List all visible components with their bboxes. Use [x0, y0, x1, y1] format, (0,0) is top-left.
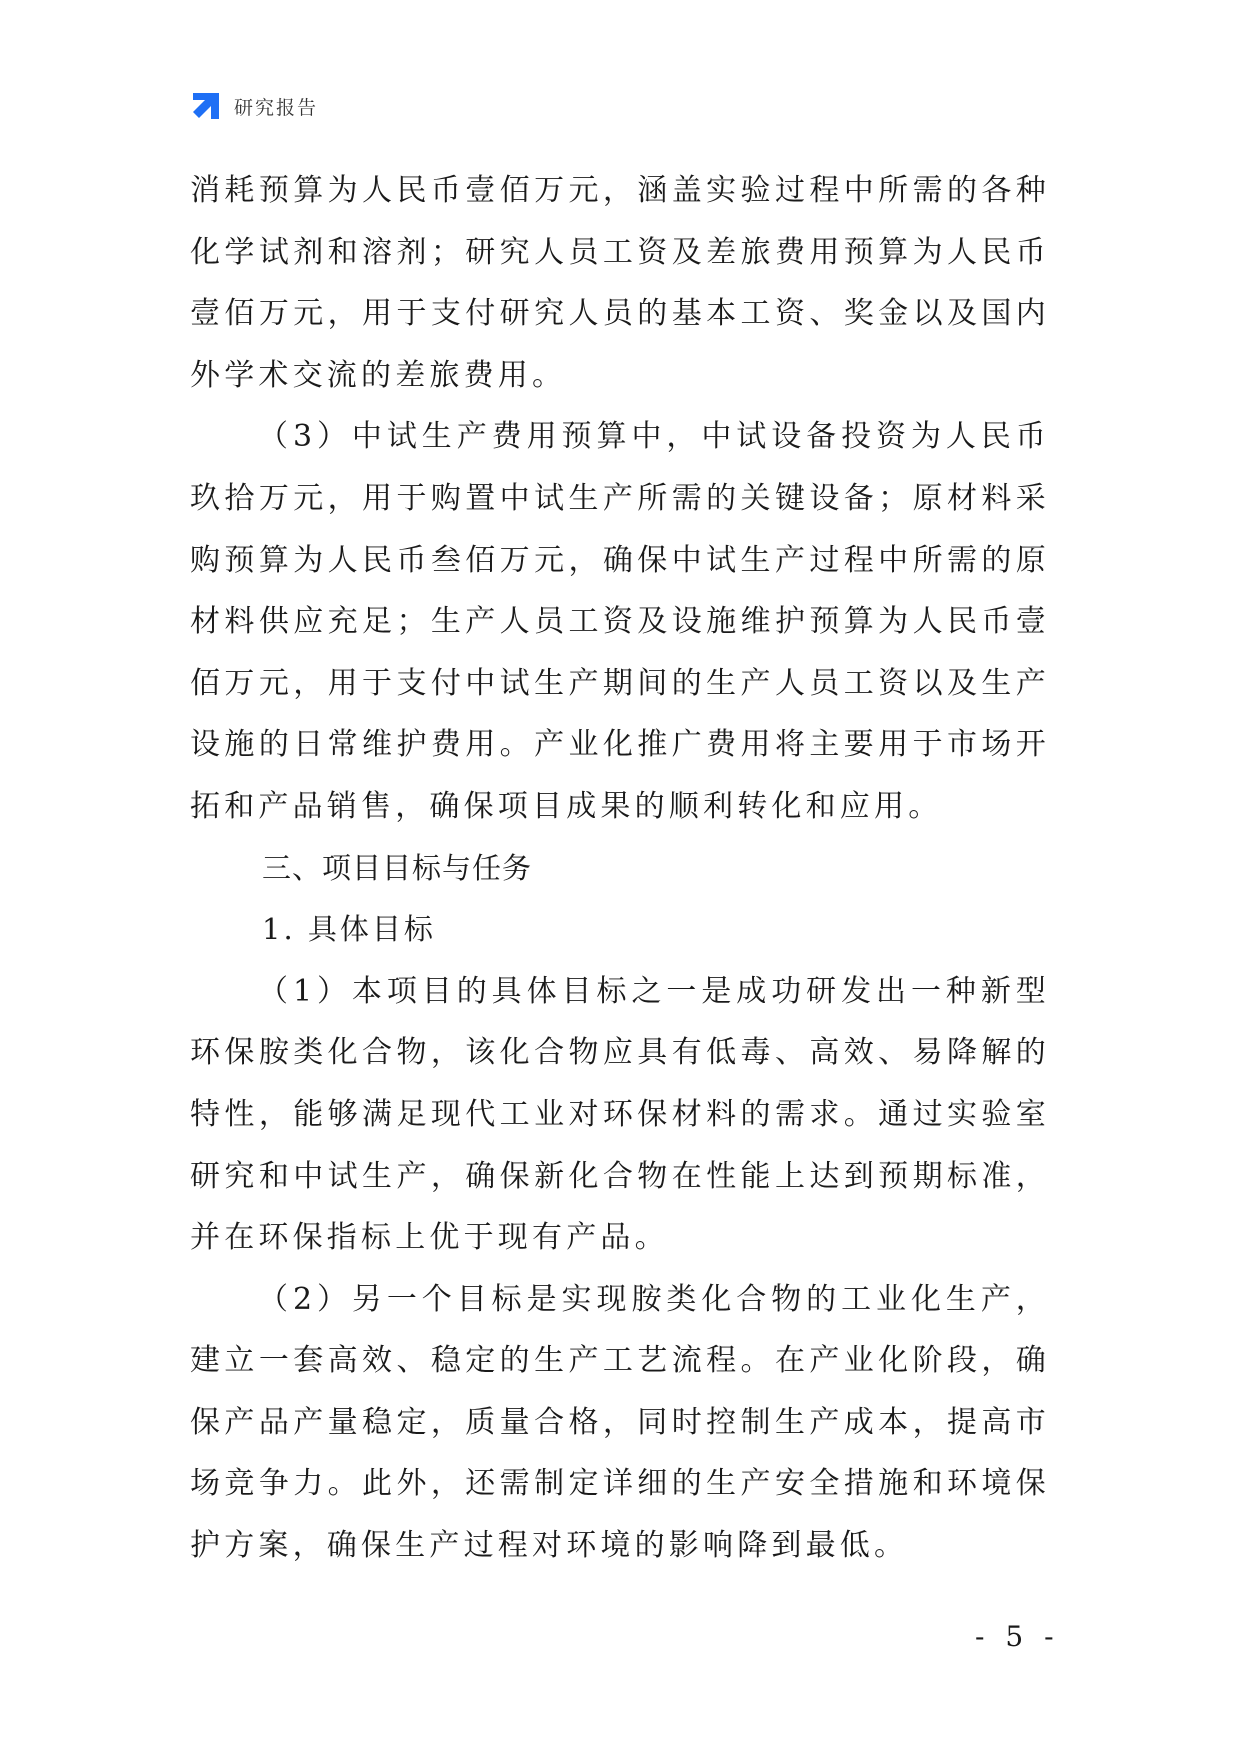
paragraph-goal-2: （2）另一个目标是实现胺类化合物的工业化生产，建立一套高效、稳定的生产工艺流程。在产业化阶段，确保产品产量稳定，质量合格，同时控制生产成本，提高市场竞争力。此外，还需制定详细的生产安全措施和环境保护方案，确保生产过程对环境的影响降到最低。 [190, 1281, 1050, 1564]
paragraph-pilot-production-budget: （3）中试生产费用预算中，中试设备投资为人民币玖拾万元，用于购置中试生产所需的关键设备；原材料采购预算为人民币叁佰万元，确保中试生产过程中所需的原材料供应充足；生产人员工资及设施维护预算为人民币壹佰万元，用于支付中试生产期间的生产人员工资以及生产设施的日常维护费用。产业化推广费用将主要用于市场开拓和产品销售，确保项目成果的顺利转化和应用。 [190, 419, 1050, 824]
document-body [190, 160, 1050, 1577]
page-header [190, 88, 318, 124]
page-number: - 5 - [975, 1620, 1060, 1653]
subsection-heading: 1. 具体目标 [262, 912, 436, 947]
header-title: 研究报告 [234, 96, 319, 119]
paragraph-budget-continued: 消耗预算为人民币壹佰万元，涵盖实验过程中所需的各种化学试剂和溶剂；研究人员工资及差旅费用预算为人民币壹佰万元，用于支付研究人员的基本工资、奖金以及国内外学术交流的差旅费用。 [190, 173, 1050, 393]
section-heading: 三、项目目标与任务 [262, 850, 533, 885]
diagonal-arrow-logo-icon [190, 90, 222, 122]
paragraph-goal-1: （1）本项目的具体目标之一是成功研发出一种新型环保胺类化合物，该化合物应具有低毒、高效、易降解的特性，能够满足现代工业对环保材料的需求。通过实验室研究和中试生产，确保新化合物在性能上达到预期标准，并在环保指标上优于现有产品。 [190, 973, 1050, 1256]
